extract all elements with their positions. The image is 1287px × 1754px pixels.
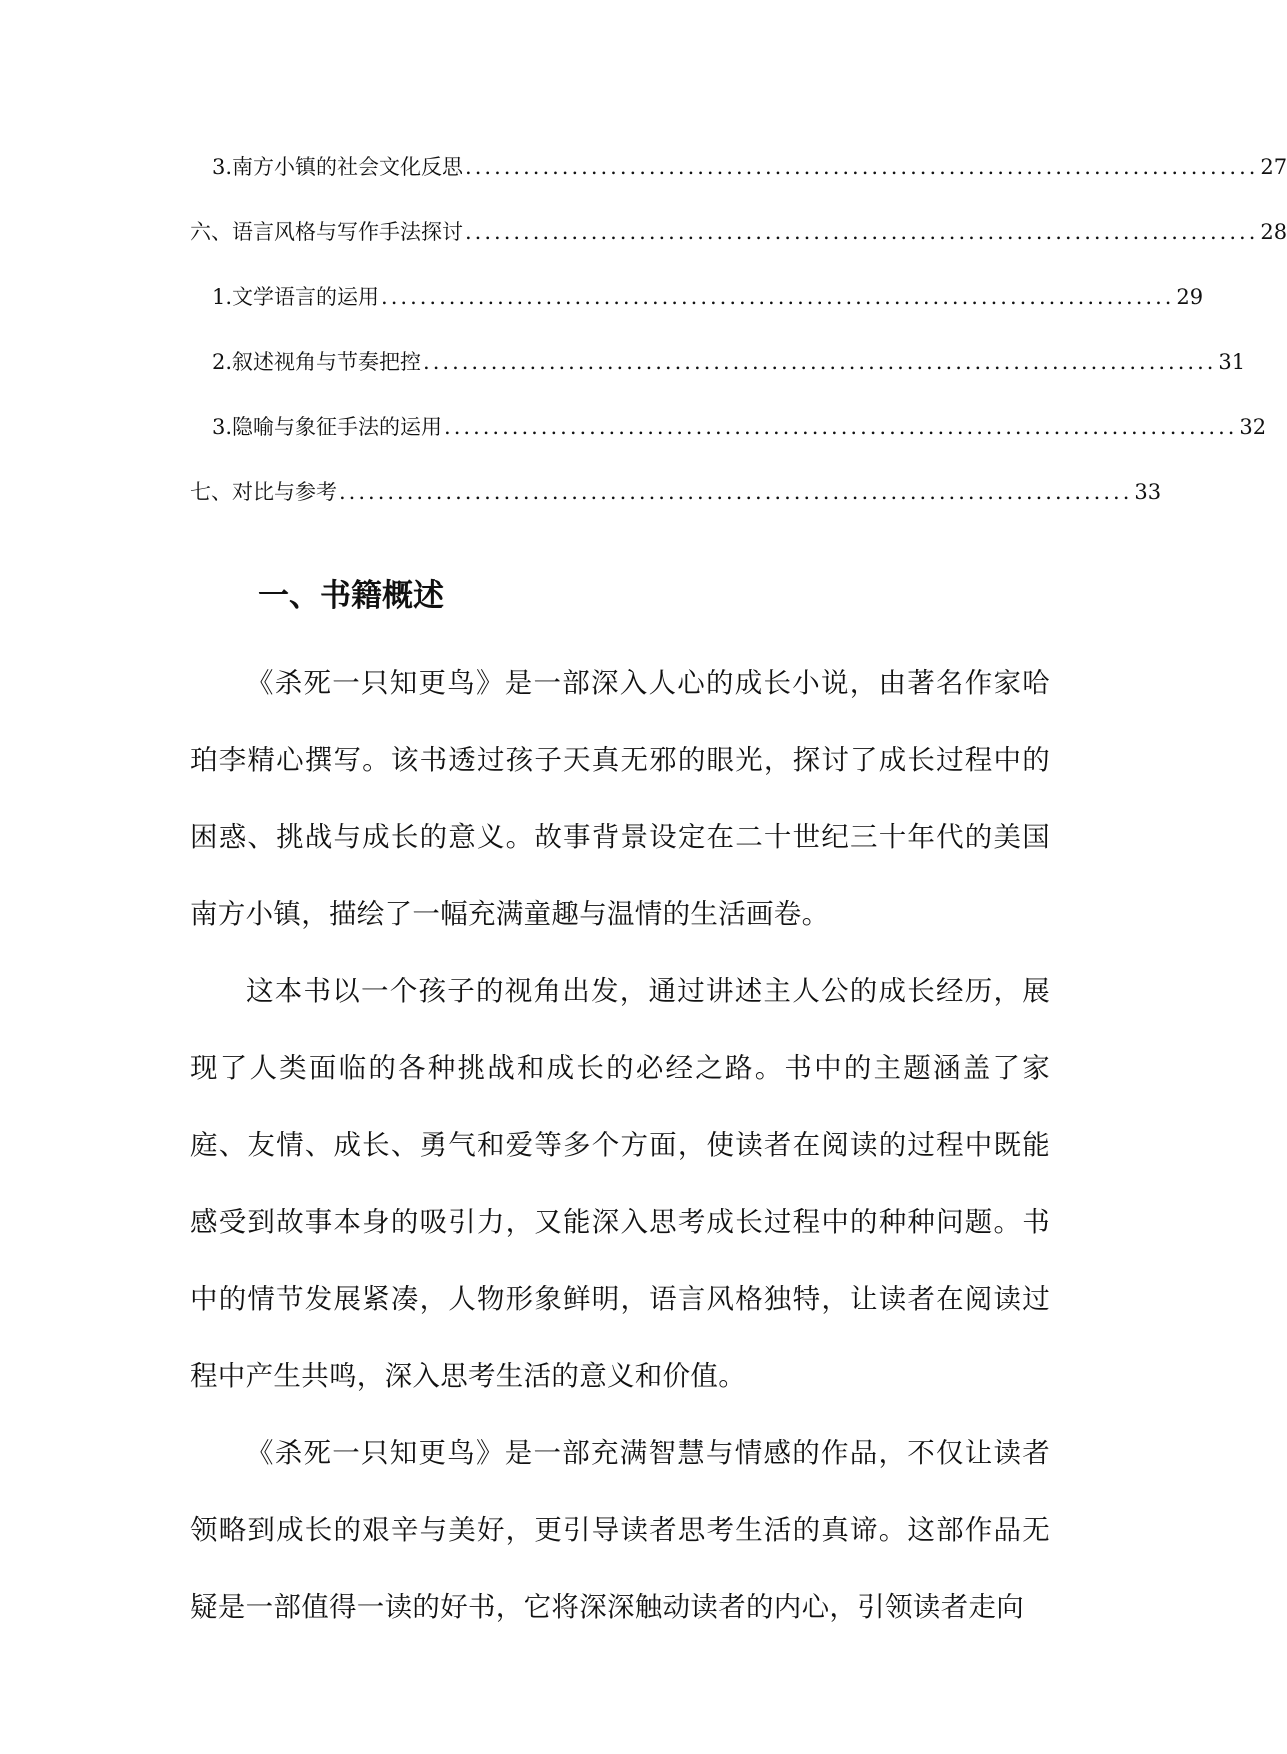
toc-entry-title: 六、语言风格与写作手法探讨 — [190, 220, 463, 244]
toc-entry-page: 28 — [1260, 220, 1287, 244]
toc-entry-number: 2. — [212, 350, 233, 374]
toc-entry-title: 南方小镇的社会文化反思 — [232, 155, 464, 179]
toc-leader-dots: .................................................................................. — [465, 220, 1259, 244]
toc-entry-page: 33 — [1134, 480, 1162, 504]
toc-entry-page: 29 — [1176, 285, 1204, 309]
toc-entry-page: 31 — [1218, 350, 1246, 374]
toc-entry[interactable] — [190, 477, 1162, 507]
toc-entry[interactable] — [190, 217, 1287, 247]
toc-entry-number: 3. — [212, 155, 233, 179]
toc-entry-title: 文学语言的运用 — [232, 285, 380, 309]
toc-leader-dots: .................................................................................. — [423, 350, 1217, 374]
toc-entry-title: 七、对比与参考 — [190, 480, 337, 504]
toc-leader-dots: .................................................................................. — [465, 155, 1259, 179]
section-heading: 一、书籍概述 — [258, 578, 444, 614]
toc-entry-number: 1. — [212, 285, 233, 309]
toc-entry[interactable] — [212, 347, 1246, 377]
toc-entry-page: 32 — [1239, 415, 1267, 439]
toc-entry[interactable] — [212, 282, 1204, 312]
toc-leader-dots: .................................................................................. — [444, 415, 1238, 439]
toc-entry-title: 隐喻与象征手法的运用 — [232, 415, 443, 439]
toc-leader-dots: .................................................................................. — [381, 285, 1175, 309]
toc-entry-title: 叙述视角与节奏把控 — [232, 350, 422, 374]
toc-entry-page: 27 — [1260, 155, 1287, 179]
toc-entry[interactable] — [212, 152, 1287, 182]
body-paragraph: 《杀死一只知更鸟》是一部深入人心的成长小说，由著名作家哈珀李精心撰写。该书透过孩子天真无邪的眼光，探讨了成长过程中的困惑、挑战与成长的意义。故事背景设定在二十世纪三十年代的美国南方小镇，描绘了一幅充满童趣与温情的生活画卷。 — [190, 667, 1050, 930]
toc-leader-dots: .................................................................................. — [339, 480, 1133, 504]
toc-entry[interactable] — [212, 412, 1267, 442]
body-paragraph: 《杀死一只知更鸟》是一部充满智慧与情感的作品，不仅让读者领略到成长的艰辛与美好，更引导读者思考生活的真谛。这部作品无疑是一部值得一读的好书，它将深深触动读者的内心，引领读者走向 — [190, 1437, 1050, 1623]
toc-entry-number: 3. — [212, 415, 233, 439]
body-paragraph: 这本书以一个孩子的视角出发，通过讲述主人公的成长经历，展现了人类面临的各种挑战和成长的必经之路。书中的主题涵盖了家庭、友情、成长、勇气和爱等多个方面，使读者在阅读的过程中既能感受到故事本身的吸引力，又能深入思考成长过程中的种种问题。书中的情节发展紧凑，人物形象鲜明，语言风格独特，让读者在阅读过程中产生共鸣，深入思考生活的意义和价值。 — [190, 975, 1050, 1392]
